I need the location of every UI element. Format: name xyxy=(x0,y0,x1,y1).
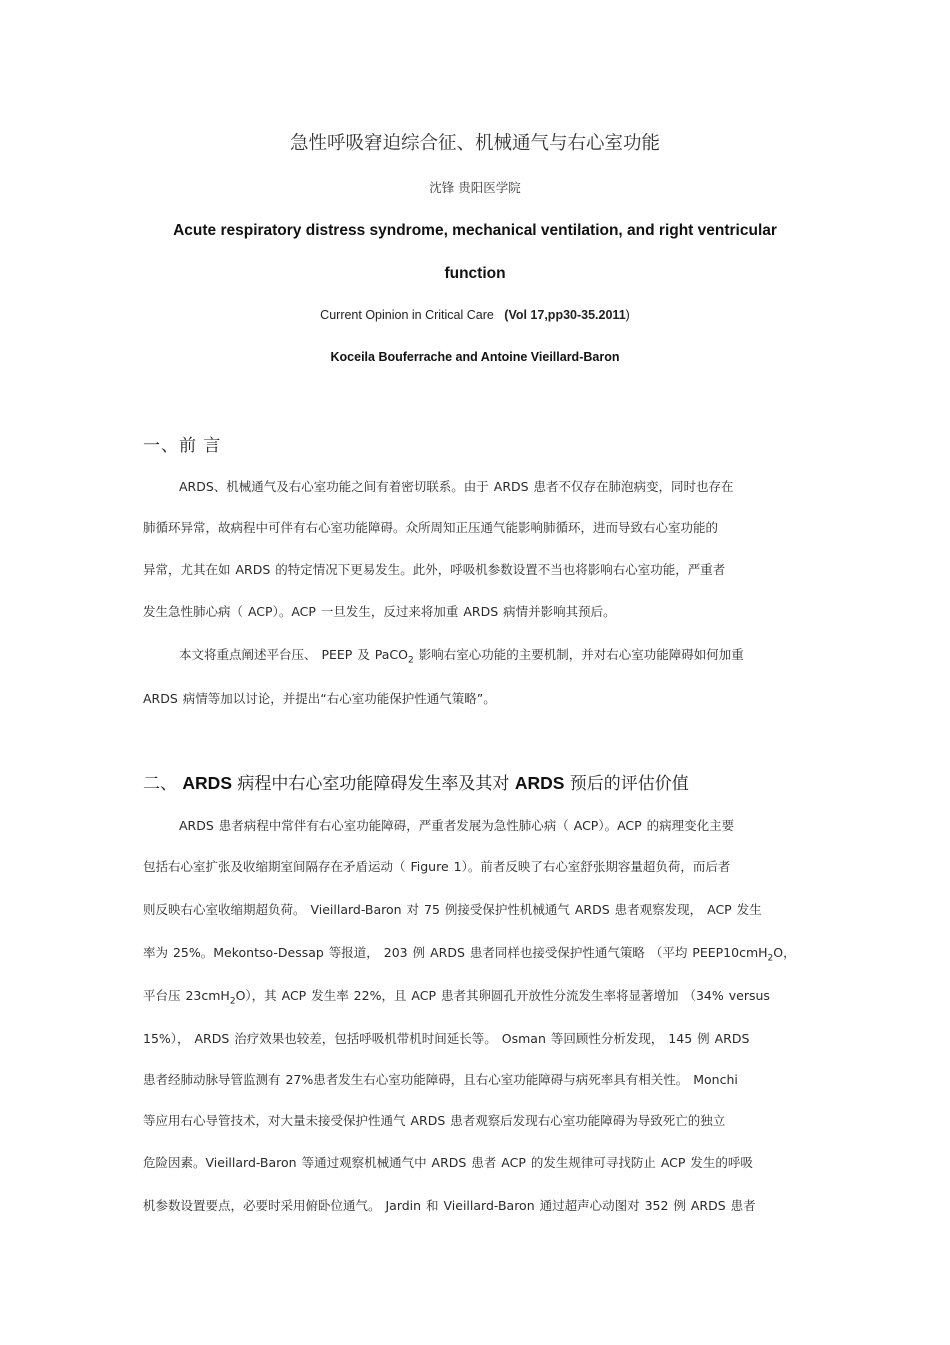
author-affiliation-chinese: 沈锋 贵阳医学院 xyxy=(429,180,521,195)
line-5-subscript: 2 xyxy=(229,996,236,1007)
section-2-line-3: 则反映右心室收缩期超负荷。 Vieillard-Baron 对 75 例接受保护性机械通气 ARDS 患者观察发现， ACP 发生 xyxy=(143,902,762,917)
line-5-text-a: 平台压 23cmH xyxy=(143,988,230,1003)
section-2-line-1: ARDS 患者病程中常伴有右心室功能障碍，严重者发展为急性肺心病（ ACP）。ACP 的病理变化主要 xyxy=(179,818,735,833)
section-2-line-8: 等应用右心导管技术，对大量未接受保护性通气 ARDS 患者观察后发现右心室功能障碍为导致死亡的独立 xyxy=(143,1113,726,1128)
section-2-line-4 xyxy=(143,943,796,964)
section-2-heading-end: 预后的评估价值 xyxy=(564,774,689,794)
section-2-line-10: 机参数设置要点，必要时采用俯卧位通气。 Jardin 和 Vieillard-Baron 通过超声心动图对 352 例 ARDS 患者 xyxy=(143,1198,756,1213)
line-4-text-a: 率为 25%。Mekontso-Dessap 等报道， 203 例 ARDS 患者同样也接受保护性通气策略 （平均 PEEP10cmH xyxy=(143,945,768,960)
section-1-line-4: 发生急性肺心病（ ACP）。ACP 一旦发生，反过来将加重 ARDS 病情并影响其预后。 xyxy=(143,604,616,619)
section-2-heading-number: 二、 xyxy=(143,774,177,794)
journal-volume: (Vol 17,pp30-35.2011 xyxy=(504,308,626,322)
section-2-line-9: 危险因素。Vieillard-Baron 等通过观察机械通气中 ARDS 患者 ACP 的发生规律可寻找防止 ACP 发生的呼吸 xyxy=(143,1155,753,1170)
section-2-heading-middle: 病程中右心室功能障碍发生率及其对 xyxy=(232,774,515,794)
paper-title-english-line-1: Acute respiratory distress syndrome, mechanical ventilation, and right ventricular xyxy=(173,222,777,239)
authors-english: Koceila Bouferrache and Antoine Vieillard-Baron xyxy=(330,350,620,364)
section-2-line-2: 包括右心室扩张及收缩期室间隔存在矛盾运动（ Figure 1）。前者反映了右心室舒张期容量超负荷，而后者 xyxy=(143,859,731,874)
journal-citation xyxy=(0,308,950,322)
section-2-heading-ards-2: ARDS xyxy=(514,773,565,793)
para-2-text-a: 本文将重点阐述平台压、 PEEP 及 PaCO xyxy=(179,647,408,662)
para-2-subscript: 2 xyxy=(408,655,414,666)
section-2-heading-ards-1: ARDS xyxy=(182,773,232,793)
section-2-line-7: 患者经肺动脉导管监测有 27%患者发生右心室功能障碍，且右心室功能障碍与病死率具有相关性。 Monchi xyxy=(143,1072,738,1087)
journal-name: Current Opinion in Critical Care xyxy=(320,308,494,322)
section-2-line-5 xyxy=(143,986,770,1007)
section-1-line-2: 肺循环异常，故病程中可伴有右心室功能障碍。众所周知正压通气能影响肺循环，进而导致右心室功能的 xyxy=(143,520,719,535)
journal-volume-close: ) xyxy=(625,308,630,322)
section-1-para-2-line-2: ARDS 病情等加以讨论，并提出“右心室功能保护性通气策略”。 xyxy=(143,691,496,706)
para-2-text-b: 影响右室心功能的主要机制，并对右心室功能障碍如何加重 xyxy=(413,647,744,662)
section-1-para-2-line-1 xyxy=(179,645,744,666)
section-1-line-3: 异常，尤其在如 ARDS 的特定情况下更易发生。此外，呼吸机参数设置不当也将影响右心室功能，严重者 xyxy=(143,562,726,577)
paper-title-english-line-2: function xyxy=(444,265,506,282)
line-5-text-b: O），其 ACP 发生率 22%，且 ACP 患者其卵圆孔开放性分流发生率将显著增加 （34% versus xyxy=(235,988,770,1003)
section-1-line-1: ARDS、机械通气及右心室功能之间有着密切联系。由于 ARDS 患者不仅存在肺泡病变，同时也存在 xyxy=(179,479,734,494)
section-2-line-6: 15%）， ARDS 治疗效果也较差，包括呼吸机带机时间延长等。 Osman 等回顾性分析发现， 145 例 ARDS xyxy=(143,1031,750,1046)
section-1-heading: 一、前 言 xyxy=(143,436,222,456)
paper-title-chinese: 急性呼吸窘迫综合征、机械通气与右心室功能 xyxy=(289,133,660,154)
section-2-heading xyxy=(143,769,689,794)
line-4-text-b: O， xyxy=(773,945,796,960)
line-4-subscript: 2 xyxy=(767,953,774,964)
